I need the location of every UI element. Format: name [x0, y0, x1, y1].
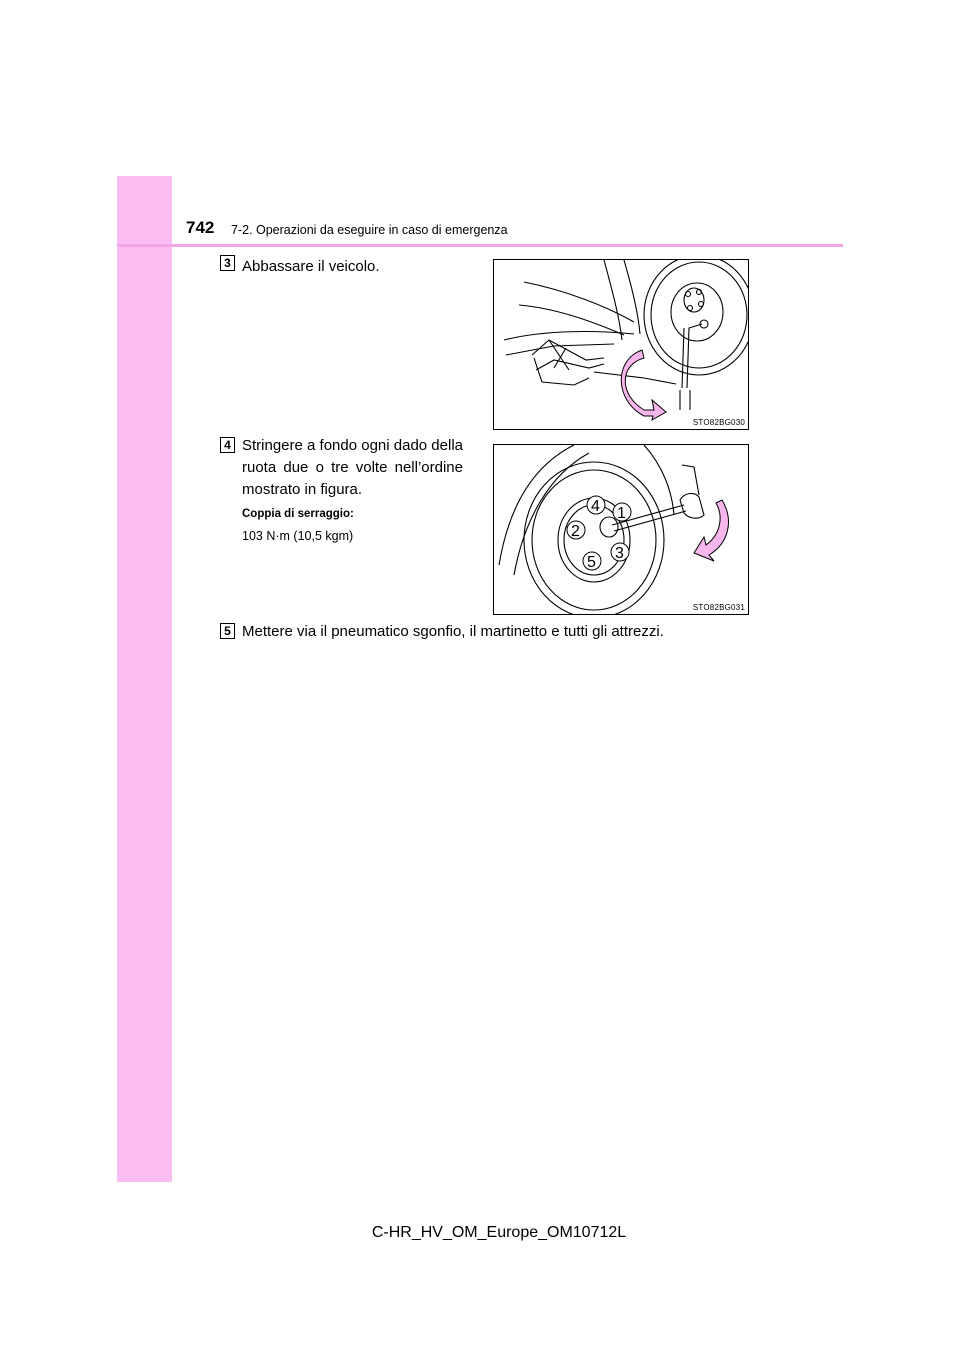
figure-code: STO82BG031 — [692, 603, 745, 612]
nut-label-3: 3 — [615, 545, 624, 562]
nut-label-4: 4 — [591, 498, 600, 515]
page-number: 742 — [186, 218, 215, 237]
figure-tighten-nuts — [493, 444, 749, 615]
footer-document-id: C-HR_HV_OM_Europe_OM10712L — [371, 1224, 627, 1241]
step-marker-5: 5 — [220, 623, 235, 639]
torque-value: 103 N·m (10,5 kgm) — [242, 529, 354, 543]
section-title: 7-2. Operazioni da eseguire in caso di emergenza — [231, 223, 508, 237]
step-4-text: Stringere a fondo ogni dado della ruota due o tre volte nell’ordine mostrato in figura. — [242, 437, 464, 498]
step-marker-3: 3 — [220, 255, 235, 271]
lowering-jack-illustration-icon — [494, 260, 749, 430]
header-divider — [117, 244, 843, 247]
nut-label-5: 5 — [587, 554, 596, 571]
tightening-lug-nuts-illustration-icon — [494, 445, 749, 615]
figure-lower-vehicle — [493, 259, 749, 430]
figure-code: STO82BG030 — [692, 418, 745, 427]
chapter-sidebar-tab — [117, 176, 172, 1182]
torque-label: Coppia di serraggio: — [242, 508, 354, 520]
nut-label-1: 1 — [617, 505, 626, 522]
step-marker-4: 4 — [220, 437, 235, 453]
nut-label-2: 2 — [571, 523, 580, 540]
step-3-text: Abbassare il veicolo. — [242, 258, 380, 275]
step-5-text: Mettere via il pneumatico sgonfio, il martinetto e tutti gli attrezzi. — [242, 623, 664, 640]
